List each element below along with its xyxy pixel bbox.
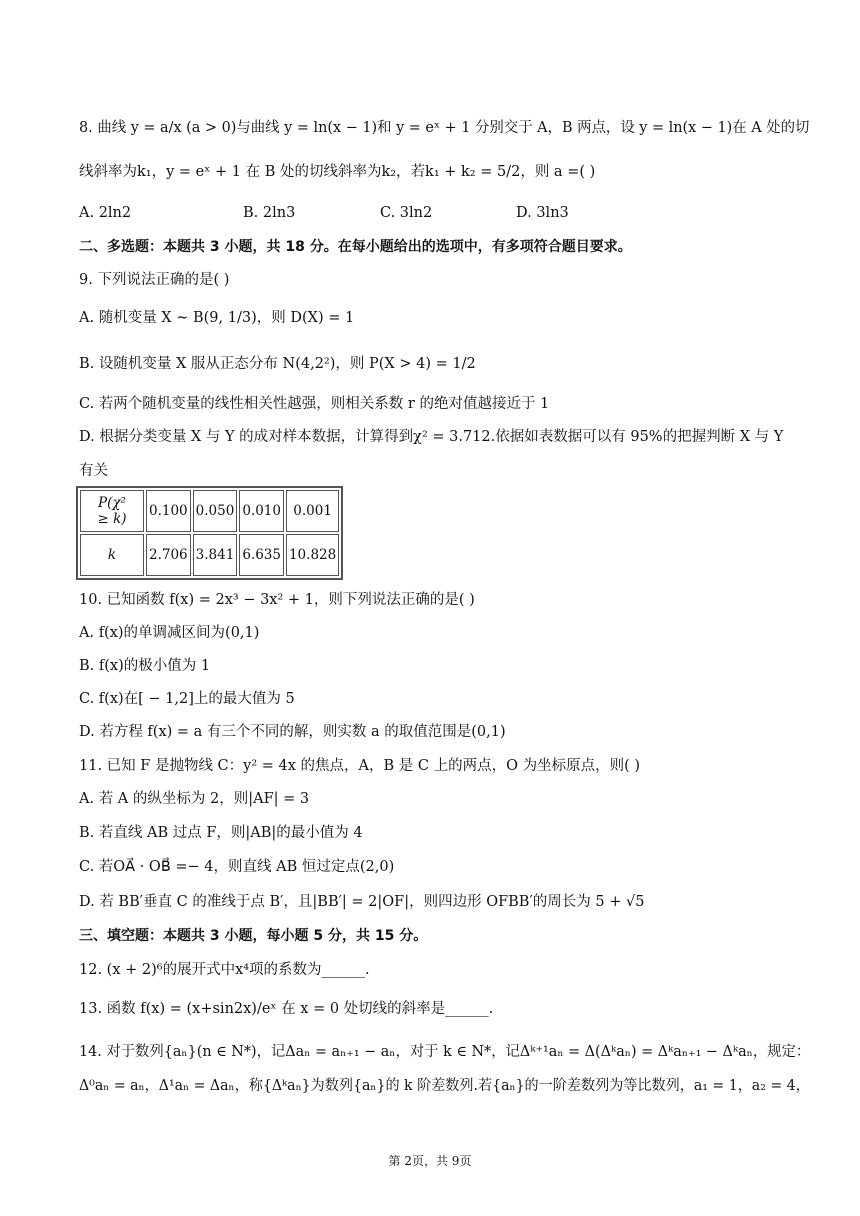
q8-line2: 线斜率为k₁，y = eˣ + 1 在 B 处的切线斜率为k₂，若k₁ + k₂ = 5/2，则 a =( ) <box>79 164 596 180</box>
q14-line1: 14. 对于数列{aₙ}(n ∈ N*)，记Δaₙ = aₙ₊₁ − aₙ，对于 k ∈ N*，记Δᵏ⁺¹aₙ = Δ(Δᵏaₙ) = Δᵏaₙ₊₁ − Δᵏaₙ，规定： <box>79 1044 811 1060</box>
q14-line2: Δ⁰aₙ = aₙ，Δ¹aₙ = Δaₙ，称{Δᵏaₙ}为数列{aₙ}的 k 阶差数列.若{aₙ}的一阶差数列为等比数列，a₁ = 1，a₂ = 4， <box>79 1078 810 1094</box>
q10-option-c: C. f(x)在[ − 1,2]上的最大值为 5 <box>79 691 295 707</box>
q9-option-c: C. 若两个随机变量的线性相关性越强，则相关系数 r 的绝对值越接近于 1 <box>79 396 550 412</box>
q8-options <box>79 203 569 223</box>
table-cell: 0.010 <box>239 490 284 532</box>
table-header-k: k <box>80 534 144 576</box>
q13-text: 13. 函数 f(x) = (x+sin2x)/eˣ 在 x = 0 处切线的斜率是______. <box>79 1001 494 1017</box>
q8-option-c: C. 3ln2 <box>380 205 433 221</box>
q8-option-b: B. 2ln3 <box>243 205 296 221</box>
table-cell: 0.100 <box>146 490 191 532</box>
q8-line1: 8. 曲线 y = a/x (a > 0)与曲线 y = ln(x − 1)和 y = eˣ + 1 分别交于 A，B 两点，设 y = ln(x − 1)在 A 处的切 <box>79 120 810 136</box>
table-cell: 2.706 <box>146 534 191 576</box>
q11-option-a: A. 若 A 的纵坐标为 2，则|AF| = 3 <box>79 791 310 807</box>
q9-option-a: A. 随机变量 X ~ B(9, 1/3)，则 D(X) = 1 <box>79 310 355 326</box>
q10-option-d: D. 若方程 f(x) = a 有三个不同的解，则实数 a 的取值范围是(0,1) <box>79 724 506 740</box>
critical-value-table <box>76 486 343 580</box>
table-cell: 6.635 <box>239 534 284 576</box>
q8-option-a: A. 2ln2 <box>79 205 132 221</box>
q11-option-c: C. 若OA⃗ · OB⃗ =− 4，则直线 AB 恒过定点(2,0) <box>79 859 395 875</box>
page-footer: 第 2页，共 9页 <box>388 1154 472 1168</box>
q8-option-d: D. 3ln3 <box>516 205 569 221</box>
q9-option-d-line1: D. 根据分类变量 X 与 Y 的成对样本数据，计算得到χ² = 3.712.依据如表数据可以有 95%的把握判断 X 与 Y <box>79 429 784 445</box>
table-row <box>80 534 339 576</box>
q9-stem: 9. 下列说法正确的是( ) <box>79 272 230 288</box>
table-row <box>80 490 339 532</box>
q10-stem: 10. 已知函数 f(x) = 2x³ − 3x² + 1，则下列说法正确的是( ) <box>79 592 475 608</box>
q12-text: 12. (x + 2)⁶的展开式中x⁴项的系数为______. <box>79 962 370 978</box>
q11-option-d: D. 若 BB′垂直 C 的准线于点 B′，且|BB′| = 2|OF|，则四边形 OFBB′的周长为 5 + √5 <box>79 894 645 910</box>
q9-option-d-line2: 有关 <box>79 463 108 479</box>
q10-option-b: B. f(x)的极小值为 1 <box>79 658 211 674</box>
table-cell: 0.001 <box>286 490 339 532</box>
table-header-p: P(χ² ≥ k) <box>80 490 144 532</box>
table-cell: 0.050 <box>193 490 238 532</box>
q10-option-a: A. f(x)的单调减区间为(0,1) <box>79 625 260 641</box>
table-cell: 3.841 <box>193 534 238 576</box>
table-cell: 10.828 <box>286 534 339 576</box>
q9-option-b: B. 设随机变量 X 服从正态分布 N(4,2²)，则 P(X > 4) = 1/2 <box>79 356 476 372</box>
section-3-heading: 三、填空题：本题共 3 小题，每小题 5 分，共 15 分。 <box>79 928 428 944</box>
section-2-heading: 二、多选题：本题共 3 小题，共 18 分。在每小题给出的选项中，有多项符合题目要求。 <box>79 239 632 255</box>
q11-stem: 11. 已知 F 是抛物线 C：y² = 4x 的焦点，A，B 是 C 上的两点，O 为坐标原点，则( ) <box>79 758 641 774</box>
q11-option-b: B. 若直线 AB 过点 F，则|AB|的最小值为 4 <box>79 825 363 841</box>
